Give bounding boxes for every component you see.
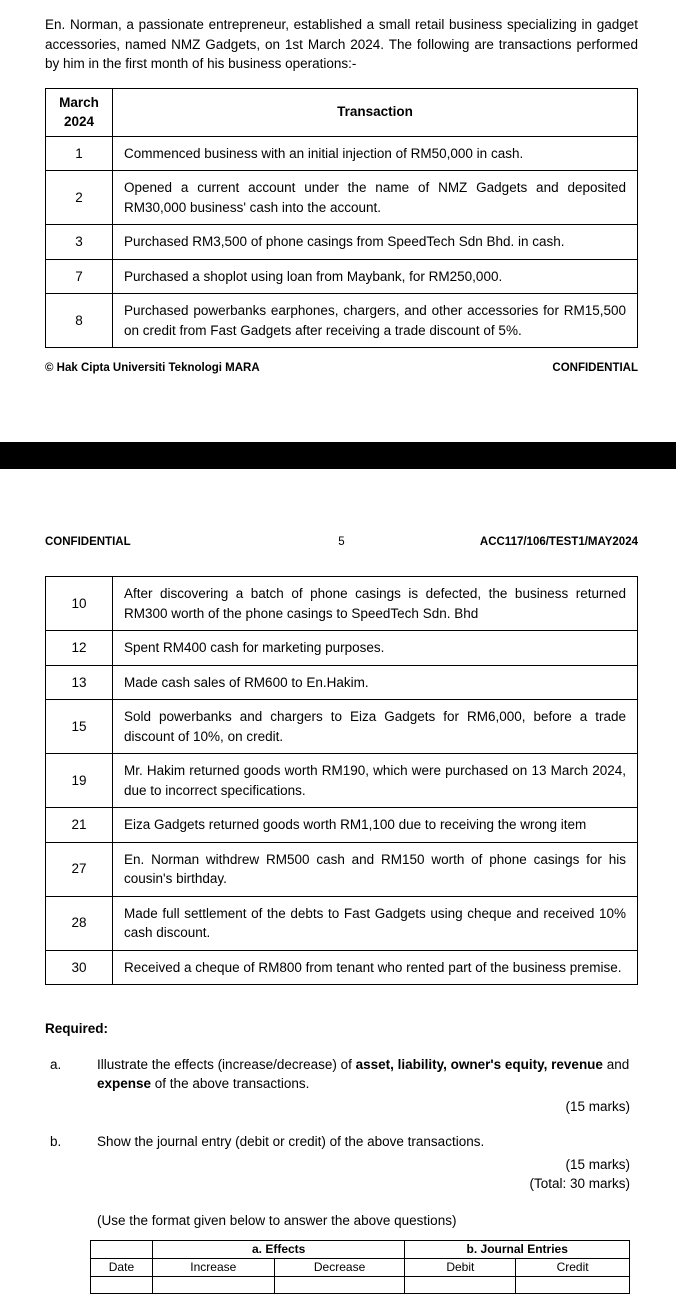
- transactions-table-page1: [45, 88, 638, 349]
- transaction-date: 27: [46, 842, 113, 896]
- page-number: 5: [338, 536, 345, 548]
- format-note: (Use the format given below to answer the above questions): [97, 1212, 457, 1228]
- transaction-text: Purchased powerbanks earphones, chargers, and other accessories for RM15,500 on credit from Fast Gadgets after receiving a trade discount of 5%.: [113, 294, 638, 348]
- transaction-row: [46, 259, 638, 294]
- transaction-date: 3: [46, 225, 113, 260]
- transaction-row: [46, 225, 638, 260]
- transaction-row: [46, 577, 638, 631]
- format-blank-cell: [152, 1277, 274, 1294]
- format-col-decrease: Decrease: [274, 1259, 405, 1277]
- transaction-row: [46, 842, 638, 896]
- format-empty-cell: [91, 1241, 153, 1259]
- transaction-date: 30: [46, 950, 113, 985]
- transaction-row: [46, 896, 638, 950]
- transaction-date: 10: [46, 577, 113, 631]
- format-column-header-row: [91, 1259, 630, 1277]
- format-group-header-row: [91, 1241, 630, 1259]
- transaction-date: 1: [46, 136, 113, 171]
- copyright-text: © Hak Cipta Universiti Teknologi MARA: [45, 362, 260, 374]
- transaction-text: Spent RM400 cash for marketing purposes.: [113, 631, 638, 666]
- page-1: [0, 0, 676, 375]
- format-blank-cell: [405, 1277, 516, 1294]
- transaction-date: 21: [46, 808, 113, 843]
- transaction-date: 13: [46, 665, 113, 700]
- transactions-body-page1: [46, 136, 638, 348]
- transactions-body-page2: [46, 577, 638, 985]
- transaction-row: [46, 171, 638, 225]
- requirement-a-marks: (15 marks): [565, 1098, 630, 1114]
- transaction-text: Commenced business with an initial injection of RM50,000 in cash.: [113, 136, 638, 171]
- transaction-date: 8: [46, 294, 113, 348]
- format-group-effects: a. Effects: [152, 1241, 405, 1259]
- format-blank-cell: [91, 1277, 153, 1294]
- transaction-date: 28: [46, 896, 113, 950]
- transaction-text: En. Norman withdrew RM500 cash and RM150 worth of phone casings for his cousin's birthday.: [113, 842, 638, 896]
- transactions-header-row: [46, 88, 638, 136]
- transaction-text: Purchased RM3,500 of phone casings from SpeedTech Sdn Bhd. in cash.: [113, 225, 638, 260]
- transaction-row: [46, 754, 638, 808]
- total-marks: (Total: 30 marks): [529, 1176, 630, 1191]
- transaction-text: Sold powerbanks and chargers to Eiza Gadgets for RM6,000, before a trade discount of 10%, on credit.: [113, 700, 638, 754]
- transaction-text: Opened a current account under the name of NMZ Gadgets and deposited RM30,000 business' cash into the account.: [113, 171, 638, 225]
- transaction-text: Received a cheque of RM800 from tenant who rented part of the business premise.: [113, 950, 638, 985]
- format-blank-cell: [516, 1277, 630, 1294]
- transaction-date: 19: [46, 754, 113, 808]
- format-blank-row: [91, 1277, 630, 1294]
- transaction-row: [46, 136, 638, 171]
- transaction-text: Purchased a shoplot using loan from Maybank, for RM250,000.: [113, 259, 638, 294]
- transaction-row: [46, 808, 638, 843]
- format-group-journal-entries: b. Journal Entries: [405, 1241, 630, 1259]
- requirement-b-text: Show the journal entry (debit or credit) of the above transactions.: [97, 1134, 485, 1149]
- requirement-b: [45, 1132, 638, 1152]
- transactions-table-page2: [45, 576, 638, 985]
- transaction-row: [46, 665, 638, 700]
- intro-paragraph: En. Norman, a passionate entrepreneur, established a small retail business specializing in gadget accessories, named NMZ Gadgets, on 1st March 2024. The following are transactions performed by him in the first month of his business operations:-: [45, 17, 638, 71]
- format-col-credit: Credit: [516, 1259, 630, 1277]
- format-col-debit: Debit: [405, 1259, 516, 1277]
- paper-code: ACC117/106/TEST1/MAY2024: [479, 536, 638, 548]
- transaction-date: 15: [46, 700, 113, 754]
- transaction-text: Mr. Hakim returned goods worth RM190, which were purchased on 13 March 2024, due to incorrect specifications.: [113, 754, 638, 808]
- transaction-text: Made full settlement of the debts to Fast Gadgets using cheque and received 10% cash discount.: [113, 896, 638, 950]
- page1-footer: [45, 361, 638, 375]
- page-2: [0, 469, 676, 1294]
- transaction-date: 2: [46, 171, 113, 225]
- requirement-a: [45, 1055, 638, 1094]
- transaction-date: 7: [46, 259, 113, 294]
- column-header-transaction: Transaction: [113, 88, 638, 136]
- required-heading: Required:: [45, 1021, 109, 1036]
- requirement-b-label: b.: [50, 1134, 62, 1149]
- format-col-increase: Increase: [152, 1259, 274, 1277]
- requirement-a-label: a.: [50, 1056, 62, 1072]
- confidential-label-header: CONFIDENTIAL: [45, 536, 131, 548]
- confidential-label-footer: CONFIDENTIAL: [552, 362, 638, 374]
- transaction-row: [46, 631, 638, 666]
- format-col-date: Date: [91, 1259, 153, 1277]
- transaction-row: [46, 700, 638, 754]
- page-break-band: [0, 442, 676, 469]
- page2-header: [45, 535, 638, 549]
- transaction-text: Eiza Gadgets returned goods worth RM1,100 due to receiving the wrong item: [113, 808, 638, 843]
- transaction-row: [46, 950, 638, 985]
- transaction-text: After discovering a batch of phone casings is defected, the business returned RM300 worth of the phone casings to SpeedTech Sdn. Bhd: [113, 577, 638, 631]
- transaction-row: [46, 294, 638, 348]
- format-blank-cell: [274, 1277, 405, 1294]
- requirement-b-marks: (15 marks): [565, 1156, 630, 1172]
- transaction-text: Made cash sales of RM600 to En.Hakim.: [113, 665, 638, 700]
- column-header-march-2024: March 2024: [46, 88, 113, 136]
- requirement-a-text: Illustrate the effects (increase/decrease) of asset, liability, owner's equity, revenue and expense of the above transactions.: [97, 1056, 630, 1091]
- answer-format-table: [90, 1240, 630, 1294]
- transaction-date: 12: [46, 631, 113, 666]
